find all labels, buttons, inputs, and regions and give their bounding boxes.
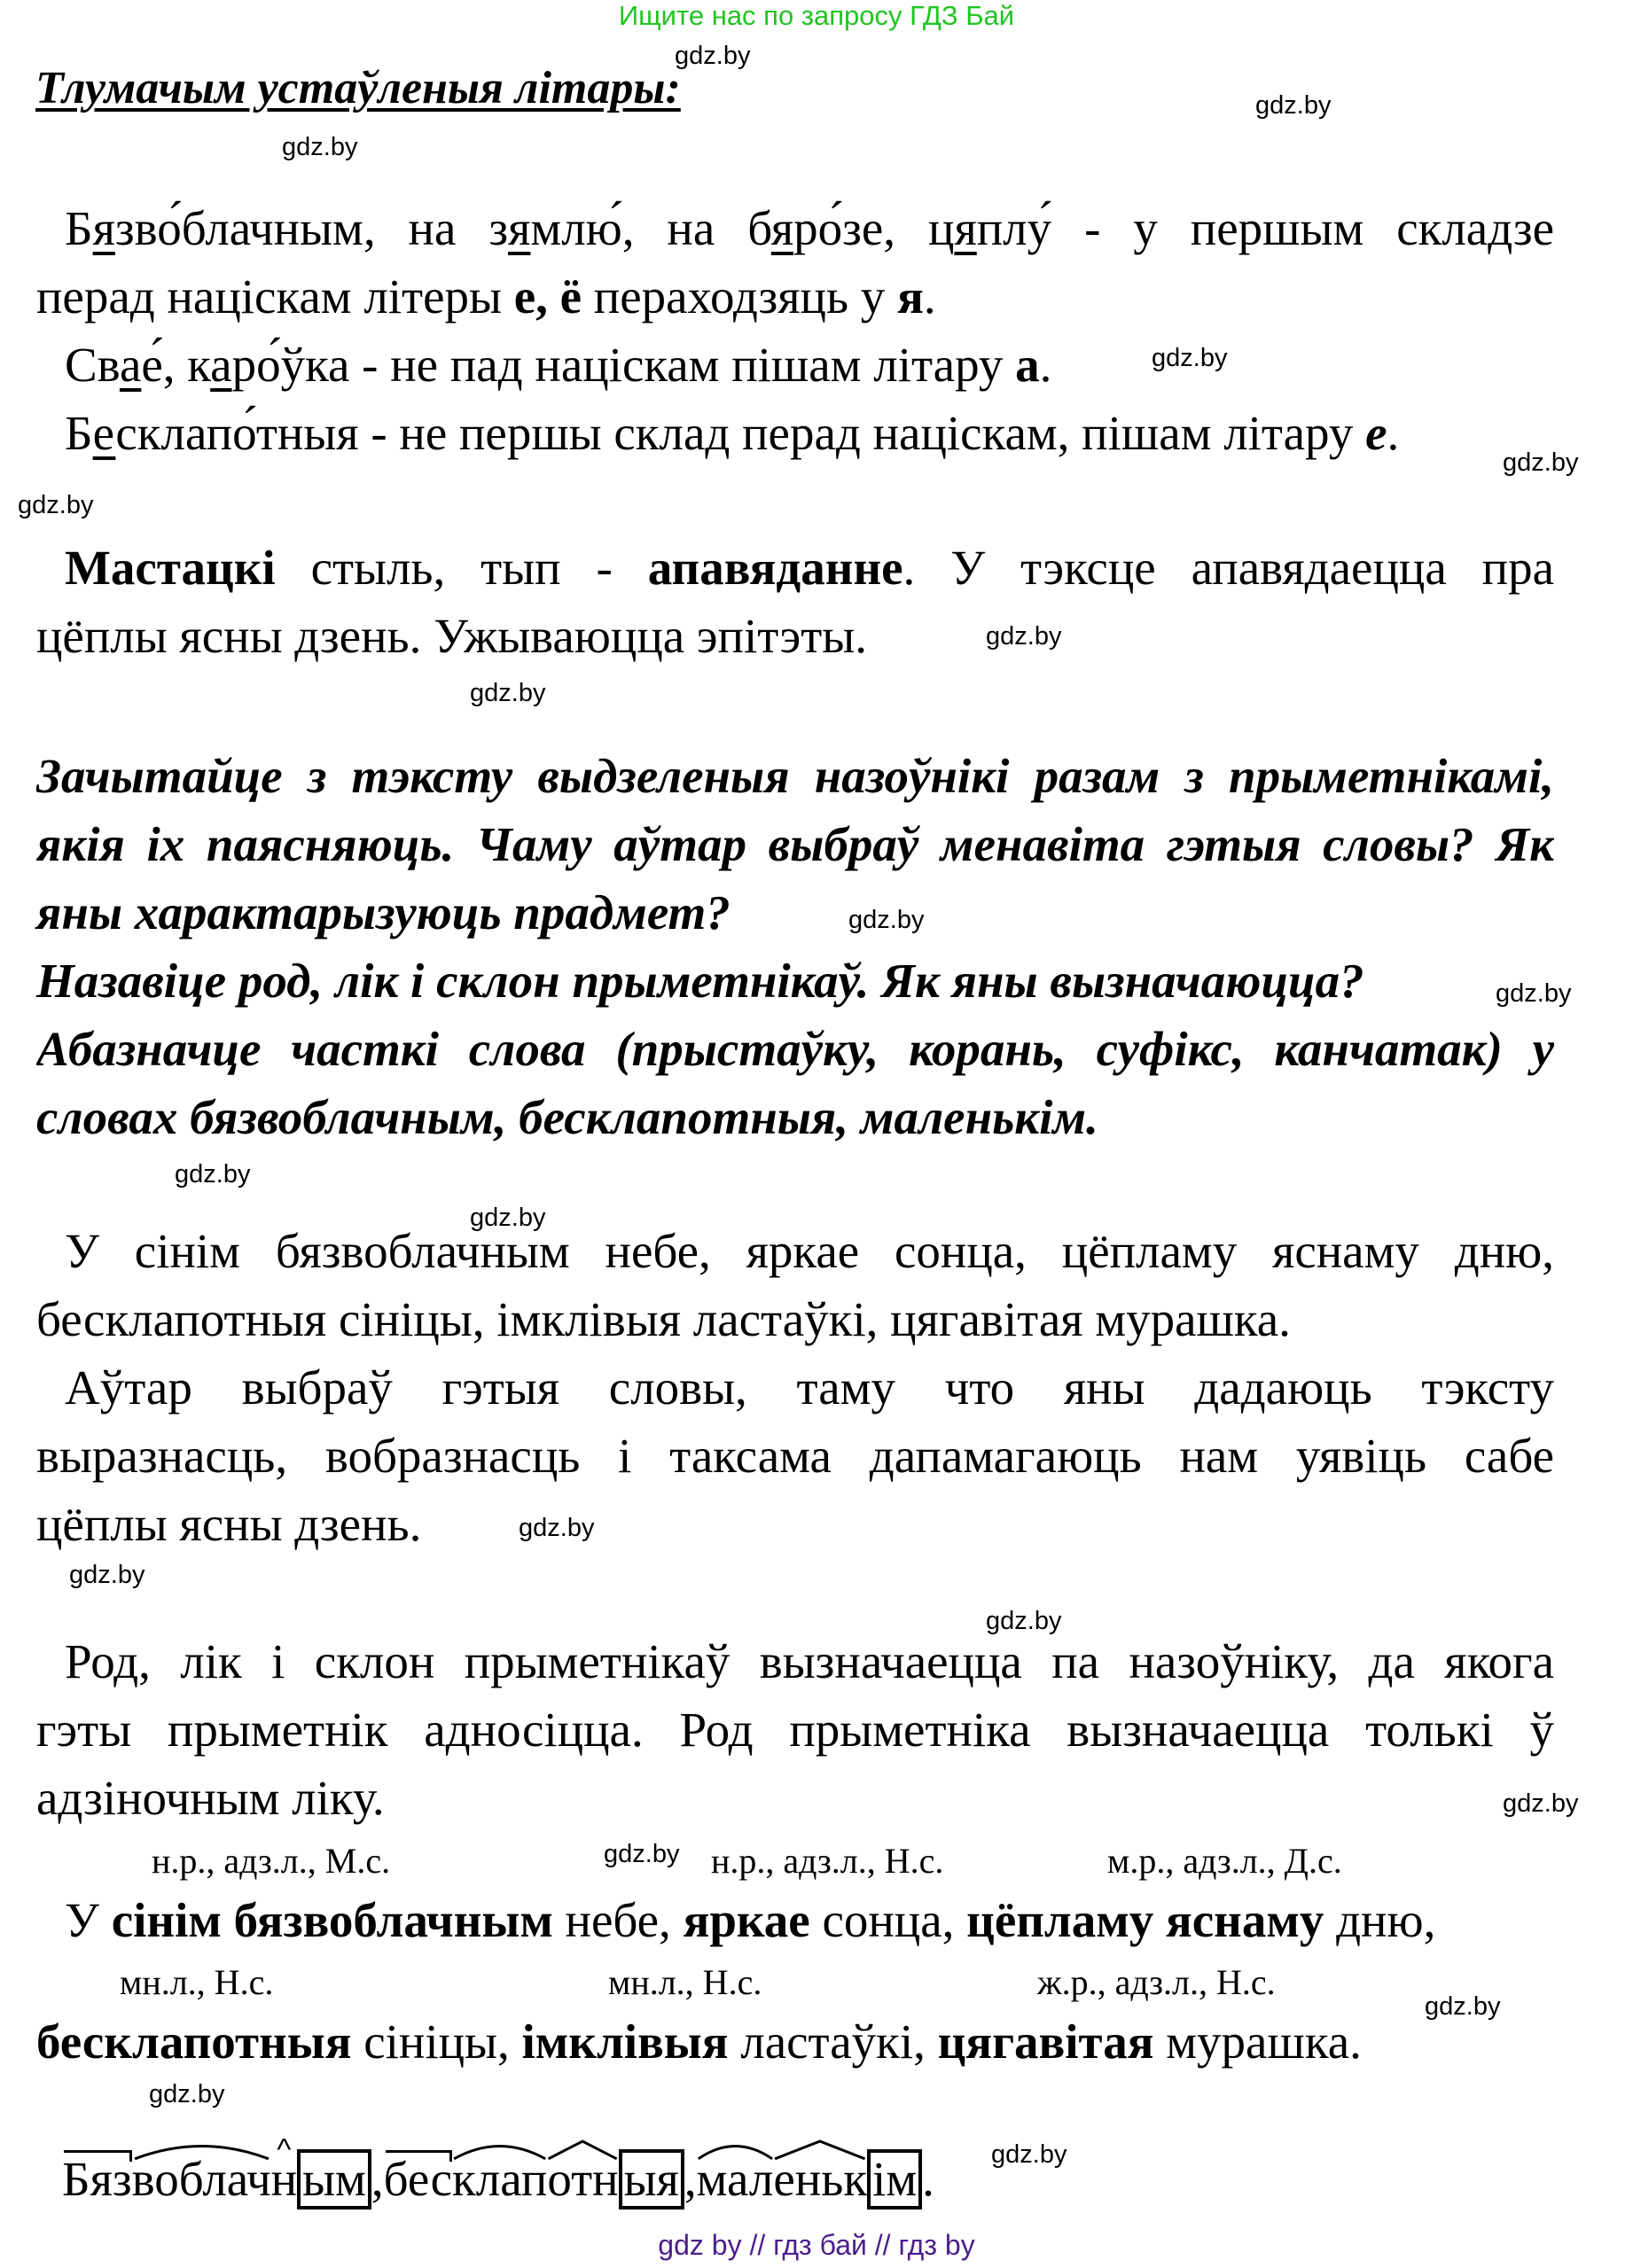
watermark: gdz.by	[1425, 1992, 1501, 2021]
separator-text: ,	[371, 2152, 384, 2206]
morpheme-analysis	[62, 2145, 934, 2213]
text-line	[36, 399, 1554, 467]
analysed-sentence-line	[36, 2007, 1554, 2076]
watermark: gdz.by	[1152, 344, 1228, 372]
text-segment: ро́зе, ц	[793, 201, 955, 255]
suffix-mark-text: еньк	[773, 2152, 868, 2206]
text-segment: .	[1387, 406, 1400, 460]
grammar-annotation: мн.л., Н.с.	[120, 1962, 274, 2002]
separator	[922, 2145, 934, 2213]
answer-line: Аўтар выбраў гэтыя словы, таму что яны дадаюць тэксту	[65, 1360, 1554, 1415]
ending-box-text: ыя	[623, 2152, 679, 2206]
watermark: gdz.by	[848, 906, 925, 934]
ending-box	[297, 2149, 371, 2210]
bold-text: Мастацкі	[65, 541, 276, 595]
task-line: якія іх паясняюць. Чаму аўтар выбраў менавіта гэтыя словы? Як	[36, 817, 1554, 871]
text-segment: сонца,	[809, 1893, 967, 1947]
root-mark-text: воблач	[131, 2152, 271, 2206]
bold-text: бесклапотныя	[36, 2015, 352, 2069]
section-title: Тлумачым устаўленыя літары:	[35, 63, 681, 113]
watermark: gdz.by	[175, 1160, 251, 1189]
suffix-mark-text: н	[270, 2152, 298, 2206]
watermark: gdz.by	[986, 1607, 1062, 1635]
text-segment: Св	[65, 338, 120, 392]
text-segment: .	[1039, 338, 1052, 392]
bold-text: цёпламу яснаму	[966, 1893, 1324, 1947]
text-segment: . У тэксце апавядаецца пра	[902, 541, 1554, 595]
answer-line: цёплы ясны дзень.	[36, 1497, 422, 1551]
text-segment: Б	[65, 406, 93, 460]
prefix-mark-text: Бяз	[62, 2152, 132, 2206]
text-segment: перад націскам літеры	[36, 269, 514, 323]
rule-line: адзіночным ліку.	[36, 1771, 385, 1825]
bold-text: сінім бязвоблачным	[111, 1893, 553, 1947]
watermark: gdz.by	[149, 2080, 225, 2108]
text-segment: ластаўкі,	[728, 2015, 938, 2069]
prefix-mark	[62, 2145, 132, 2213]
rule-paragraph	[36, 1627, 1554, 1832]
answer-line: выразнасць, вобразнасць і таксама дапамагаюць нам уявіць сабе	[36, 1429, 1554, 1483]
suffix-mark	[773, 2145, 867, 2213]
text-segment: сініцы,	[351, 2015, 522, 2069]
underlined-letter: я	[92, 201, 115, 255]
text-line	[36, 194, 1554, 262]
task-line: яны характарызуюць прадмет?	[36, 885, 731, 939]
watermark: gdz.by	[18, 491, 94, 519]
style-paragraph	[36, 534, 1554, 670]
grammar-annotation: н.р., адз.л., М.с.	[152, 1841, 391, 1881]
rule-line: гэты прыметнік адносіцца. Род прыметніка вызначаецца толькі ў	[36, 1703, 1554, 1757]
watermark: gdz.by	[986, 622, 1062, 651]
bold-text: е	[1365, 406, 1387, 460]
prefix-mark-text: бес	[383, 2152, 453, 2206]
underlined-letter: а	[119, 338, 142, 392]
text-segment: е́, к	[141, 338, 211, 392]
root-mark	[697, 2145, 774, 2213]
watermark: gdz.by	[604, 1840, 680, 1868]
ending-box	[867, 2149, 922, 2210]
separator-text: ,	[684, 2152, 697, 2206]
rule-line: Род, лік і склон прыметнікаў вызначаецца па назоўніку, да якога	[65, 1634, 1554, 1688]
text-segment: пераходзяць у	[582, 269, 898, 323]
task-line: Зачытайце з тэксту выдзеленыя назоўнікі разам з прыметнікамі,	[36, 749, 1554, 803]
text-segment: Б	[65, 201, 93, 255]
text-segment: дню,	[1324, 1893, 1436, 1947]
footer-links[interactable]: gdz by // гдз бай // гдз by	[658, 2229, 975, 2261]
task-line: словах бязвоблачным, бесклапотныя, маленькім.	[36, 1090, 1098, 1144]
text-segment: плу́ - у першым складзе	[976, 201, 1554, 255]
root-mark	[452, 2145, 547, 2213]
text-segment: небе,	[552, 1893, 684, 1947]
watermark: gdz.by	[1503, 448, 1579, 477]
root-mark-text: клап	[452, 2152, 548, 2206]
bold-text: е, ё	[513, 269, 582, 323]
separator-text: .	[922, 2152, 934, 2206]
answer-line: бесклапотныя сініцы, імклівыя ластаўкі, цягавітая мурашка.	[36, 1292, 1291, 1346]
bold-text: апавяданне	[647, 541, 903, 595]
answer-line: У сінім бязвоблачным небе, яркае сонца, цёпламу яснаму дню,	[65, 1224, 1554, 1278]
search-banner[interactable]: Ищите нас по запросу ГДЗ Бай	[618, 0, 1015, 31]
answer-paragraph	[36, 1217, 1554, 1558]
watermark: gdz.by	[470, 679, 546, 707]
suffix-mark-text: отн	[547, 2152, 619, 2206]
underlined-letter: я	[508, 201, 531, 255]
grammar-annotation: мн.л., Н.с.	[608, 1962, 762, 2002]
suffix-mark	[547, 2145, 618, 2213]
watermark: gdz.by	[1255, 91, 1332, 120]
watermark: gdz.by	[69, 1561, 145, 1589]
suffix-mark	[271, 2145, 297, 2213]
task-text	[36, 742, 1554, 1151]
root-mark	[132, 2145, 271, 2213]
ending-box-text: ім	[872, 2152, 918, 2206]
text-line	[65, 1886, 1582, 1954]
bold-text: а	[1015, 338, 1040, 392]
task-line: Абазначце часткі слова (прыстаўку, корань, суфікс, канчатак) у	[36, 1022, 1554, 1076]
ending-box-text: ым	[302, 2152, 366, 2206]
text-segment: склапо́тныя - не першы склад перад націскам, пішам літару	[115, 406, 1366, 460]
watermark: gdz.by	[1496, 979, 1572, 1008]
underlined-letter: я	[770, 201, 794, 255]
text-segment: мурашка.	[1153, 2015, 1362, 2069]
text-segment: ро́ўка - не пад націскам пішам літару	[231, 338, 1016, 392]
watermark: gdz.by	[282, 133, 358, 161]
bold-text: я	[897, 269, 924, 323]
watermark: gdz.by	[675, 42, 751, 70]
watermark: gdz.by	[470, 1204, 546, 1232]
text-segment: млю́, на б	[530, 201, 771, 255]
text-segment: У	[65, 1893, 112, 1947]
text-segment: зво́блачным, на з	[114, 201, 509, 255]
text-segment: .	[923, 269, 936, 323]
underlined-letter: а	[210, 338, 232, 392]
text-line	[36, 2007, 1554, 2076]
spelling-explanation	[36, 194, 1554, 467]
task-line: Назавіце род, лік і склон прыметнікаў. Як яны вызначаюцца?	[36, 954, 1364, 1008]
prefix-mark	[384, 2145, 452, 2213]
bold-text: яркае	[683, 1893, 810, 1947]
root-mark-text: мал	[696, 2152, 774, 2206]
text-line	[36, 602, 1554, 670]
grammar-annotation: м.р., адз.л., Д.с.	[1107, 1841, 1342, 1881]
bold-text: цягавітая	[937, 2015, 1154, 2069]
text-line	[36, 331, 1554, 399]
watermark: gdz.by	[991, 2140, 1067, 2169]
analysed-sentence-line	[65, 1886, 1582, 1954]
underlined-letter: я	[954, 201, 977, 255]
bold-text: імклівыя	[521, 2015, 729, 2069]
text-segment: стыль, тып -	[275, 541, 648, 595]
watermark: gdz.by	[519, 1514, 595, 1542]
text-line	[36, 534, 1554, 602]
watermark: gdz.by	[1503, 1789, 1579, 1818]
grammar-annotation: н.р., адз.л., Н.с.	[711, 1841, 944, 1881]
separator	[684, 2145, 697, 2213]
grammar-annotation: ж.р., адз.л., Н.с.	[1037, 1962, 1276, 2002]
text-line	[36, 262, 1554, 331]
text-segment: цёплы ясны дзень. Ужываюцца эпітэты.	[36, 609, 867, 663]
underlined-letter: е	[92, 406, 116, 460]
ending-box	[619, 2149, 684, 2210]
separator	[371, 2145, 384, 2213]
